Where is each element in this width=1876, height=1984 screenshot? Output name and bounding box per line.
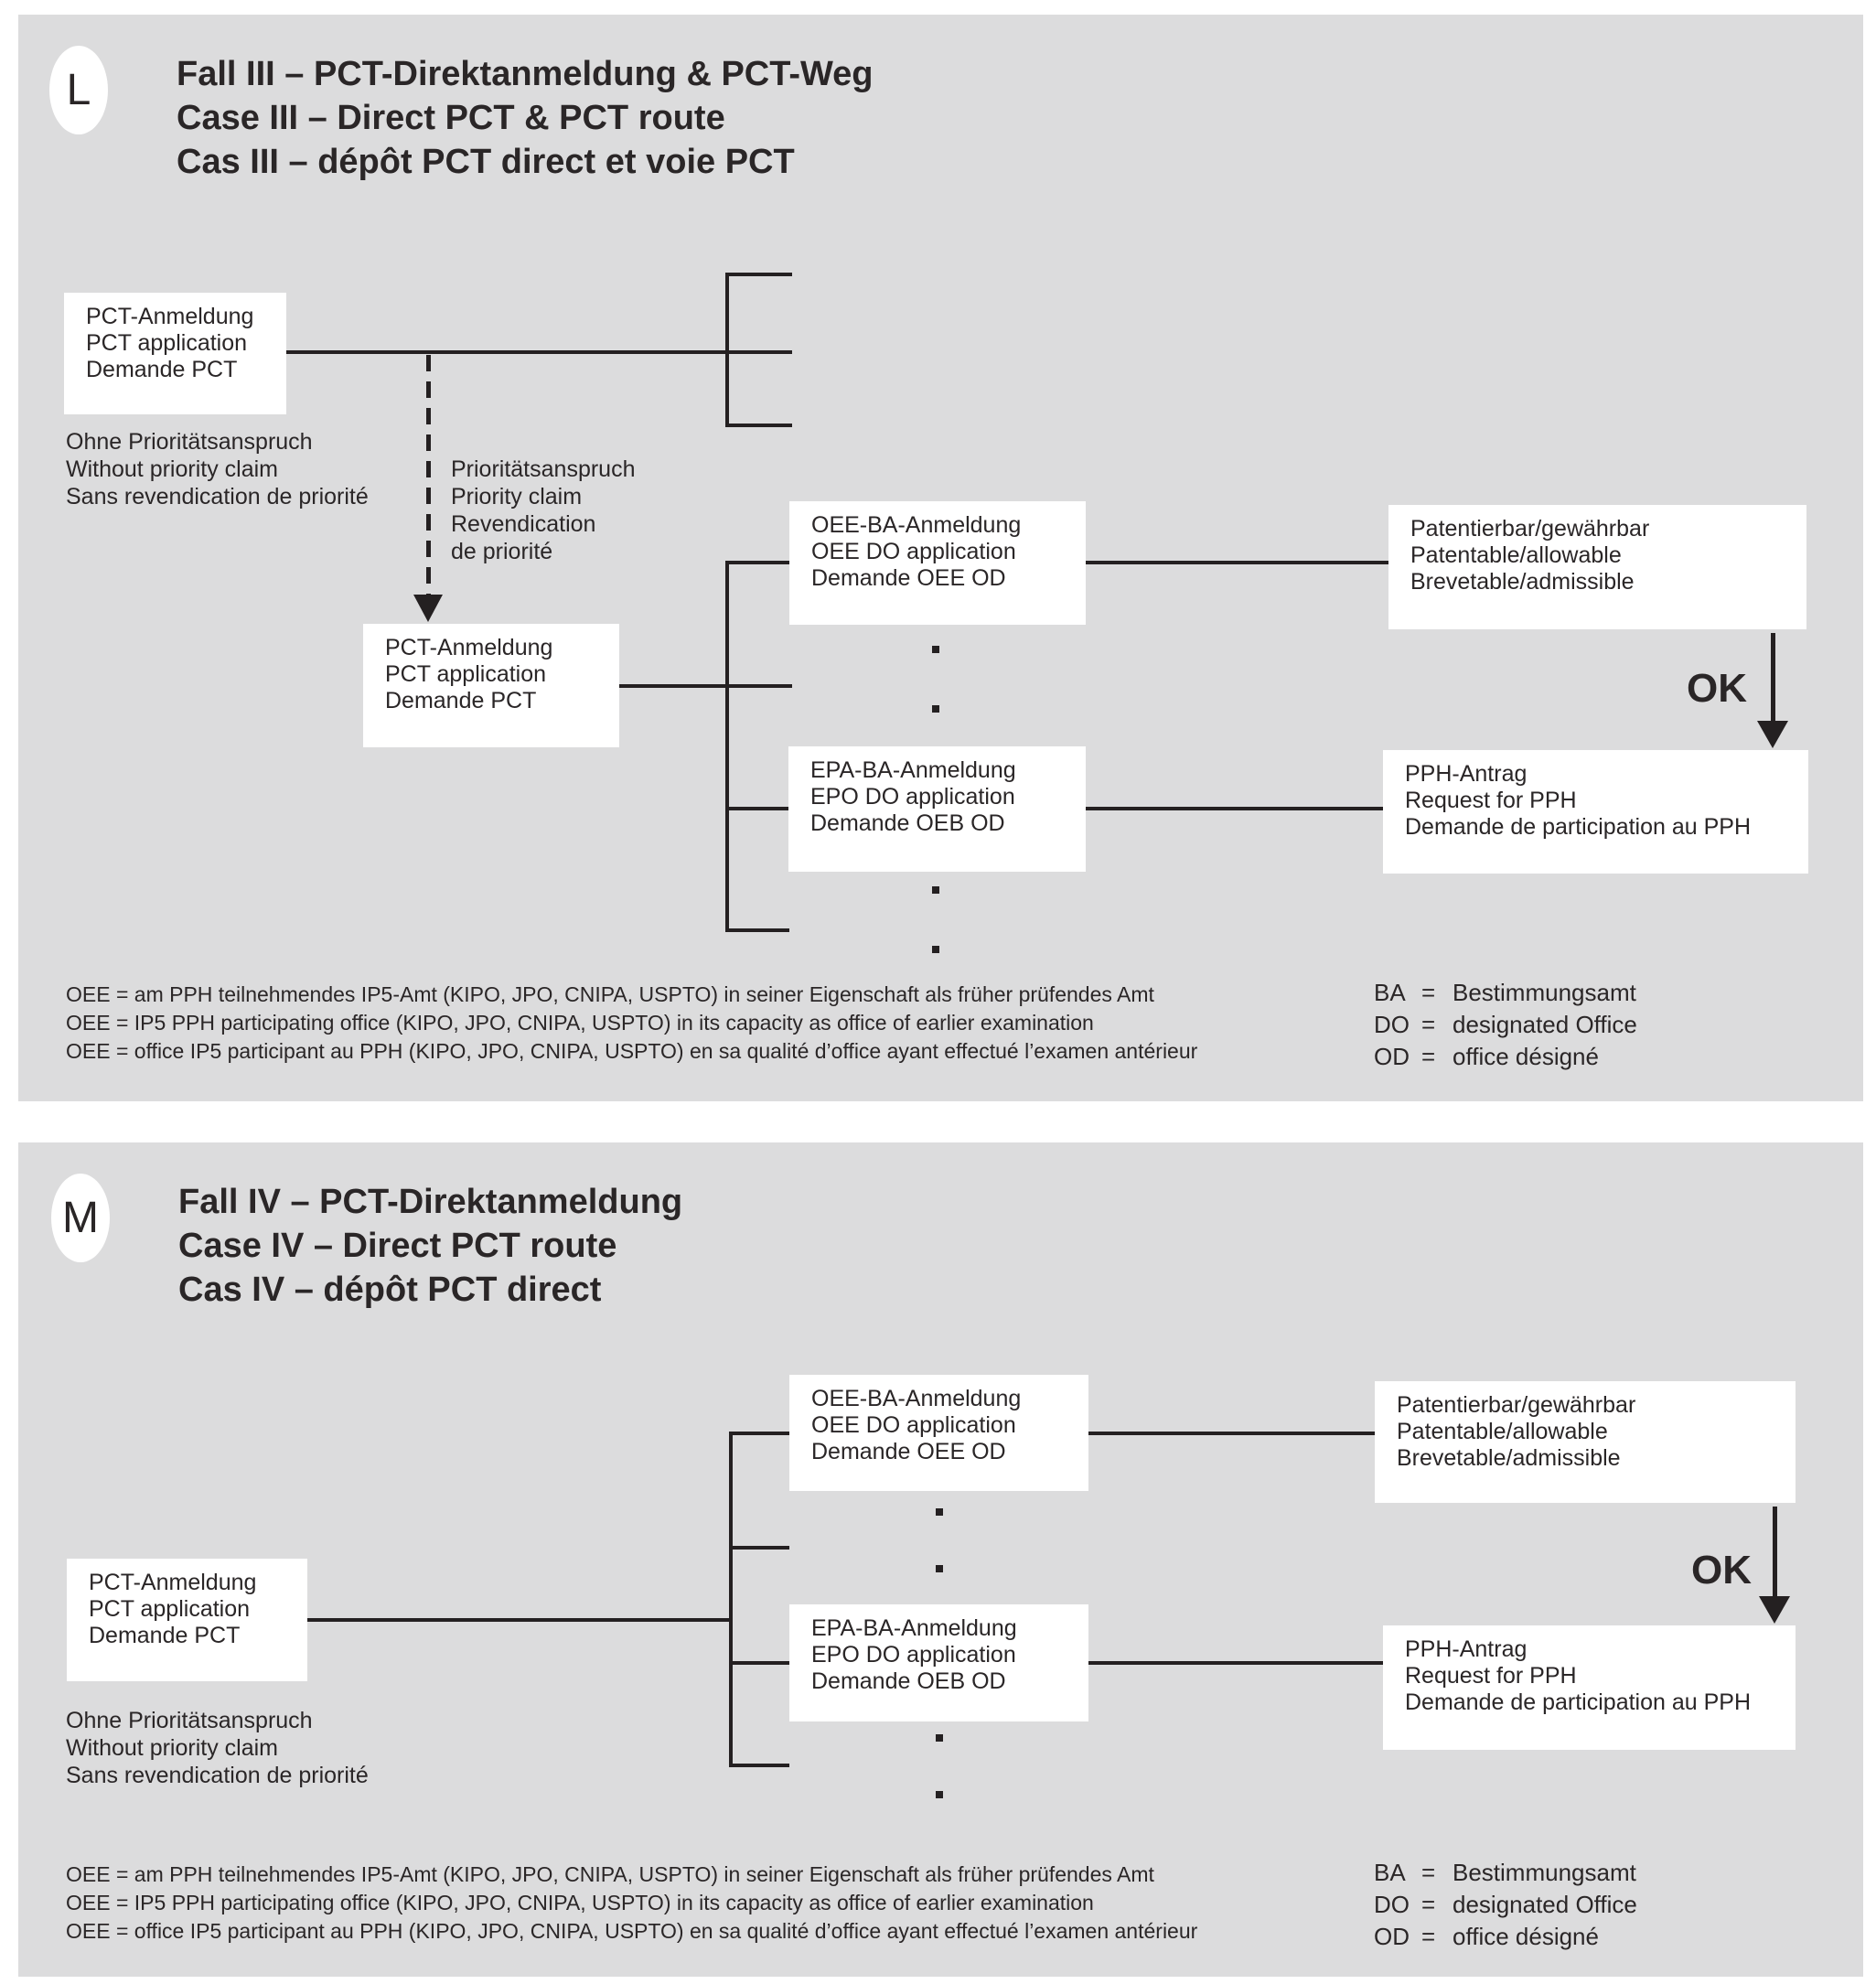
fork-trunk-line: [729, 1432, 733, 1767]
legend-abbr: DO: [1374, 1011, 1410, 1038]
pct-application-box-priority: PCT-Anmeldung PCT application Demande PCT: [363, 624, 619, 747]
pph-request-box: PPH-Antrag Request for PPH Demande de participation au PPH: [1383, 1625, 1796, 1750]
case-4-badge: [51, 1174, 110, 1262]
fork-branch-line: [725, 273, 792, 276]
patentable-box: Patentierbar/gewährbar Patentable/allowable Brevetable/admissible: [1388, 505, 1806, 629]
connector-line: [1088, 1432, 1375, 1435]
ellipsis-dot: [936, 1508, 943, 1516]
legend-equals: =: [1421, 1891, 1436, 1918]
fork-branch-line: [729, 1661, 789, 1665]
abbreviation-legend: [1374, 977, 1637, 1073]
case-3-badge: [49, 46, 108, 134]
legend-equals: =: [1421, 1011, 1436, 1038]
ellipsis-dot: [932, 946, 939, 953]
connector-line: [1086, 561, 1388, 564]
connector-line: [286, 350, 792, 354]
legend-row: [1374, 1041, 1637, 1073]
legend-row: [1374, 1889, 1637, 1921]
legend-abbr: OD: [1374, 1923, 1410, 1950]
legend-term: designated Office: [1453, 1891, 1637, 1918]
ellipsis-dot: [936, 1734, 943, 1742]
oee-footnotes: OEE = am PPH teilnehmendes IP5-Amt (KIPO, JPO, CNIPA, USPTO) in seiner Eigenschaft als früher prüfendes Amt OEE = IP5 PPH participating office (KIPO, JPO, CNIPA, USPTO) in its capacity as office of earlier examination OEE = office IP5 participant au PPH (KIPO, JPO, CNIPA, USPTO) en sa qualité d’office ayant effectué l’examen antérieur: [66, 1862, 1198, 1943]
ellipsis-dot: [936, 1565, 943, 1572]
connector-line: [1086, 807, 1383, 810]
ok-label: OK: [1687, 666, 1747, 711]
legend-row: [1374, 977, 1637, 1009]
no-priority-claim-note: Ohne Prioritätsanspruch Without priority claim Sans revendication de priorité: [66, 429, 369, 509]
fork-branch-line: [725, 424, 792, 427]
epo-do-application-box: EPA-BA-Anmeldung EPO DO application Demande OEB OD: [788, 746, 1086, 872]
fork-branch-line: [729, 1764, 789, 1767]
arrow-down-icon: [1757, 721, 1788, 748]
priority-claim-label: Prioritätsanspruch Priority claim Revendication de priorité: [451, 456, 636, 564]
fork-trunk-line: [725, 273, 729, 427]
epo-do-application-box: EPA-BA-Anmeldung EPO DO application Demande OEB OD: [789, 1604, 1088, 1721]
pct-application-box: PCT-Anmeldung PCT application Demande PCT: [67, 1559, 307, 1681]
legend-row: [1374, 1009, 1637, 1041]
ok-label: OK: [1691, 1548, 1752, 1593]
abbreviation-legend: [1374, 1857, 1637, 1953]
legend-abbr: BA: [1374, 1859, 1406, 1886]
ellipsis-dot: [936, 1791, 943, 1798]
ellipsis-dot: [932, 705, 939, 713]
fork-branch-line: [725, 928, 789, 932]
case-4-title: Fall IV – PCT-Direktanmeldung Case IV – Direct PCT route Cas IV – dépôt PCT direct: [178, 1183, 683, 1309]
fork-branch-line: [729, 1546, 789, 1550]
connector-line: [619, 684, 792, 688]
case-3-badge-label: L: [66, 66, 91, 114]
patentable-box: Patentierbar/gewährbar Patentable/allowable Brevetable/admissible: [1375, 1381, 1796, 1503]
pph-request-box: PPH-Antrag Request for PPH Demande de participation au PPH: [1383, 750, 1808, 874]
legend-term: Bestimmungsamt: [1453, 1859, 1636, 1886]
ellipsis-dot: [932, 886, 939, 894]
oee-do-application-box: OEE-BA-Anmeldung OEE DO application Demande OEE OD: [789, 501, 1086, 625]
priority-claim-dashed-arrow: [426, 355, 431, 595]
fork-trunk-line: [725, 561, 729, 932]
legend-term: office désigné: [1453, 1043, 1599, 1070]
legend-equals: =: [1421, 1859, 1436, 1886]
ok-arrow-line: [1771, 633, 1775, 721]
oee-do-application-box: OEE-BA-Anmeldung OEE DO application Demande OEE OD: [789, 1375, 1088, 1491]
legend-abbr: OD: [1374, 1043, 1410, 1070]
legend-term: office désigné: [1453, 1923, 1599, 1950]
connector-line: [307, 1618, 729, 1622]
fork-branch-line: [725, 561, 789, 564]
legend-abbr: BA: [1374, 979, 1406, 1006]
legend-term: designated Office: [1453, 1011, 1637, 1038]
fork-branch-line: [725, 807, 788, 810]
arrow-down-icon: [1759, 1596, 1790, 1624]
legend-row: [1374, 1921, 1637, 1953]
ellipsis-dot: [932, 646, 939, 653]
arrow-down-icon: [413, 595, 443, 622]
case-4-panel: [18, 1142, 1863, 1977]
no-priority-claim-note: Ohne Prioritätsanspruch Without priority claim Sans revendication de priorité: [66, 1708, 369, 1788]
legend-equals: =: [1421, 1043, 1436, 1070]
connector-line: [1088, 1661, 1383, 1665]
legend-equals: =: [1421, 979, 1436, 1006]
ok-arrow-line: [1773, 1507, 1777, 1596]
legend-term: Bestimmungsamt: [1453, 979, 1636, 1006]
case-3-title: Fall III – PCT-Direktanmeldung & PCT-Weg Case III – Direct PCT & PCT route Cas III – dépôt PCT direct et voie PCT: [177, 55, 874, 181]
oee-footnotes: OEE = am PPH teilnehmendes IP5-Amt (KIPO, JPO, CNIPA, USPTO) in seiner Eigenschaft als früher prüfendes Amt OEE = IP5 PPH participating office (KIPO, JPO, CNIPA, USPTO) in its capacity as office of earlier examination OEE = office IP5 participant au PPH (KIPO, JPO, CNIPA, USPTO) en sa qualité d’office ayant effectué l’examen antérieur: [66, 982, 1198, 1063]
pct-application-box-no-priority: PCT-Anmeldung PCT application Demande PCT: [64, 293, 286, 414]
fork-branch-line: [729, 1432, 789, 1435]
legend-abbr: DO: [1374, 1891, 1410, 1918]
case-4-badge-label: M: [62, 1194, 99, 1242]
legend-row: [1374, 1857, 1637, 1889]
case-3-panel: [18, 15, 1863, 1101]
legend-equals: =: [1421, 1923, 1436, 1950]
